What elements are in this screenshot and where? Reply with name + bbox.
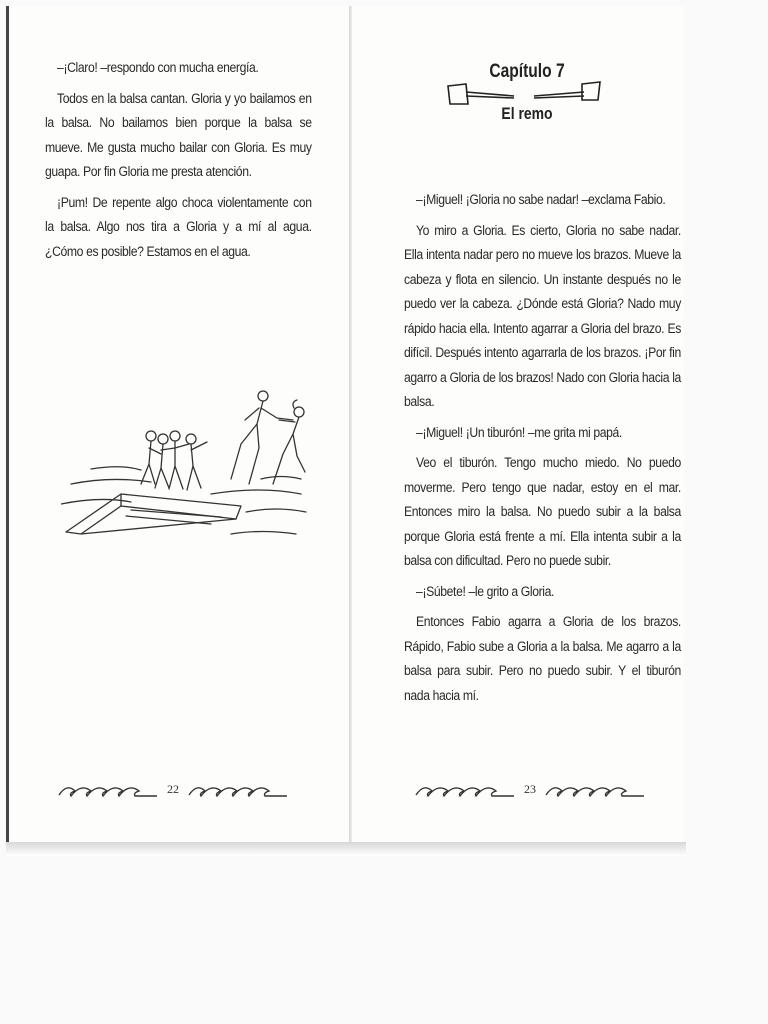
right-page-footer bbox=[414, 780, 654, 804]
left-page-text bbox=[45, 56, 312, 270]
wave-ornament-icon bbox=[187, 783, 291, 799]
paragraph: Todos en la balsa cantan. Gloria y yo bailamos en la balsa. No bailamos bien porque la balsa se mueve. Me gusta mucho bailar con Gloria. Es muy guapa. Por fin Gloria me presta atención. bbox=[45, 90, 312, 180]
paragraph: –¡Miguel! ¡Gloria no sabe nadar! –exclama Fabio. bbox=[416, 192, 666, 208]
page-number: 22 bbox=[167, 782, 179, 796]
right-page bbox=[352, 6, 684, 844]
paragraph: –¡Súbete! –le grito a Gloria. bbox=[416, 583, 555, 600]
paragraph: –¡Miguel! ¡Un tiburón! –me grita mi papá. bbox=[416, 424, 622, 441]
paragraph: –¡Claro! –respondo con mucha energía. bbox=[57, 60, 259, 76]
right-page-text bbox=[404, 188, 681, 714]
paragraph: Yo miro a Gloria. Es cierto, Gloria no sabe nadar. Ella intenta nadar pero no mueve los brazos. Mueve la cabeza y flota en silencio. Un instante después no le puedo ver la cabeza. ¿Dónde está Gloria? Nado muy rápido hacia ella. Intento agarrar a Gloria del brazo. Es difícil. Después intento agarrarla de los brazos. ¡Por fin agarro a Gloria de los brazos! Nado con Gloria hacia la balsa. bbox=[404, 222, 681, 410]
wave-ornament-icon bbox=[414, 783, 518, 799]
chapter-subtitle: El remo bbox=[501, 104, 553, 123]
page-bottom-shadow bbox=[6, 842, 686, 856]
people-on-raft-illustration bbox=[61, 384, 311, 544]
paragraph: ¡Pum! De repente algo choca violentamente con la balsa. Algo nos tira a Gloria y a mí al agua. ¿Cómo es posible? Estamos en el agua. bbox=[45, 194, 312, 260]
wave-ornament-icon bbox=[57, 783, 161, 799]
page-number: 23 bbox=[524, 782, 536, 796]
paragraph: Entonces Fabio agarra a Gloria de los brazos. Rápido, Fabio sube a Gloria a la balsa. Me agarro a la balsa para subir. Pero no puedo subir. Y el tiburón nada hacia mí. bbox=[404, 614, 681, 704]
paragraph: Veo el tiburón. Tengo mucho miedo. No puedo moverme. Pero tengo que nadar, estoy en el mar. Entonces miro la balsa. No puedo subir a la balsa porque Gloria está frente a mí. Ella intenta subir a la balsa con dificultad. Pero no puede subir. bbox=[404, 455, 681, 569]
left-page-footer bbox=[57, 780, 297, 804]
wave-ornament-icon bbox=[544, 783, 648, 799]
chapter-title: Capítulo 7 bbox=[489, 61, 565, 82]
left-page bbox=[6, 6, 353, 844]
